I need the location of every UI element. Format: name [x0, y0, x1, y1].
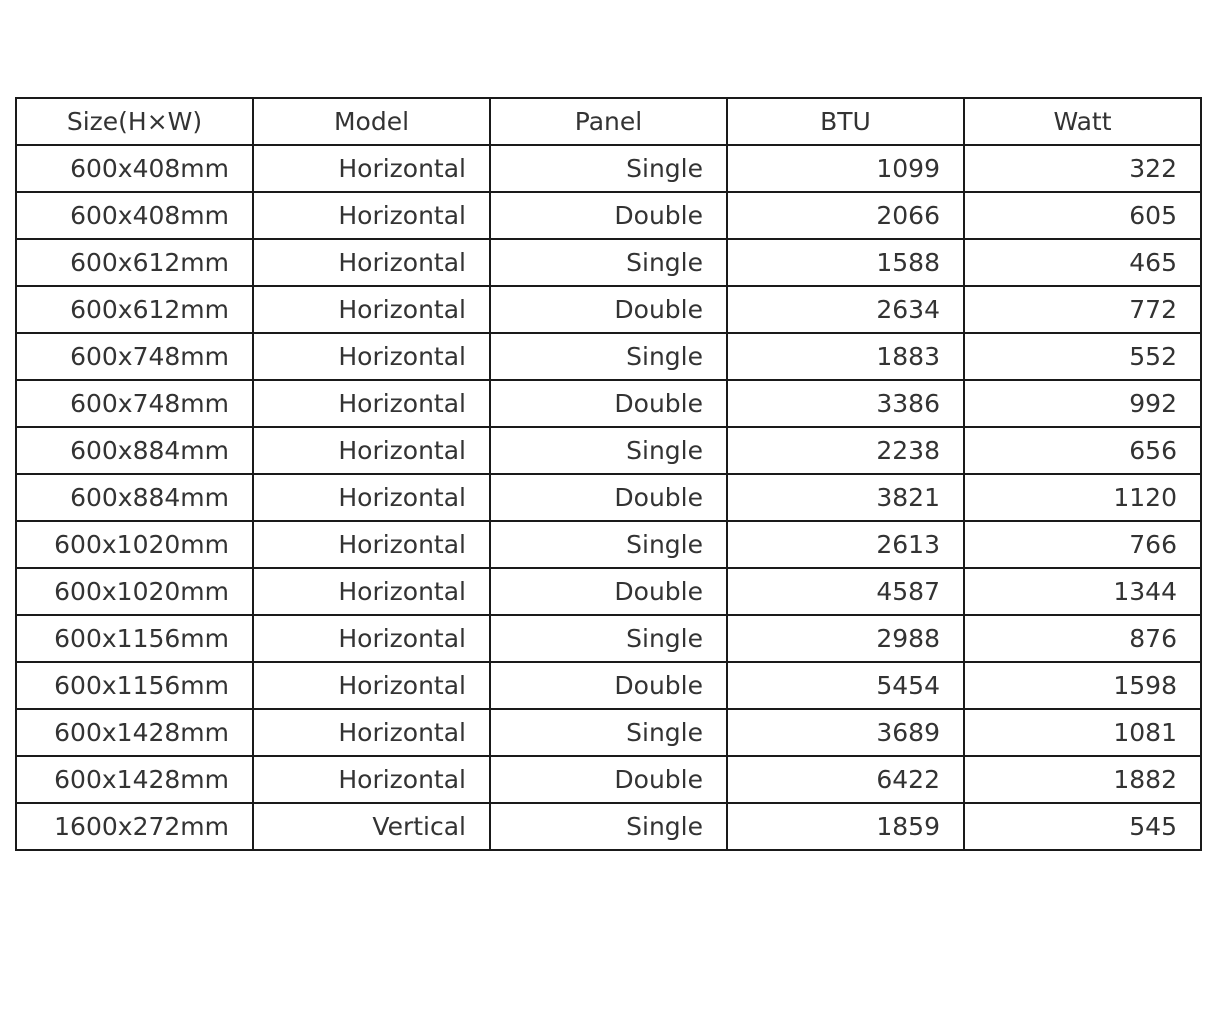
- header-panel: Panel: [490, 98, 727, 145]
- table-header: [16, 98, 1201, 145]
- cell-model: Horizontal: [253, 615, 490, 662]
- cell-size: 600x748mm: [16, 380, 253, 427]
- cell-panel: Single: [490, 521, 727, 568]
- cell-model: Horizontal: [253, 380, 490, 427]
- cell-size: 600x1428mm: [16, 709, 253, 756]
- table-row: [16, 756, 1201, 803]
- cell-btu: 1099: [727, 145, 964, 192]
- cell-model: Horizontal: [253, 333, 490, 380]
- cell-panel: Double: [490, 568, 727, 615]
- cell-watt: 545: [964, 803, 1201, 850]
- cell-watt: 1120: [964, 474, 1201, 521]
- table-row: [16, 333, 1201, 380]
- cell-btu: 2634: [727, 286, 964, 333]
- cell-panel: Single: [490, 145, 727, 192]
- cell-panel: Double: [490, 286, 727, 333]
- cell-watt: 605: [964, 192, 1201, 239]
- table-row: [16, 521, 1201, 568]
- cell-watt: 1344: [964, 568, 1201, 615]
- cell-size: 600x1020mm: [16, 521, 253, 568]
- cell-btu: 4587: [727, 568, 964, 615]
- cell-watt: 876: [964, 615, 1201, 662]
- cell-panel: Single: [490, 427, 727, 474]
- cell-model: Horizontal: [253, 427, 490, 474]
- cell-size: 600x1156mm: [16, 662, 253, 709]
- cell-panel: Single: [490, 615, 727, 662]
- cell-model: Horizontal: [253, 145, 490, 192]
- cell-watt: 656: [964, 427, 1201, 474]
- cell-model: Horizontal: [253, 474, 490, 521]
- cell-panel: Single: [490, 803, 727, 850]
- cell-size: 600x408mm: [16, 145, 253, 192]
- cell-size: 600x1156mm: [16, 615, 253, 662]
- header-watt: Watt: [964, 98, 1201, 145]
- table-row: [16, 615, 1201, 662]
- header-model: Model: [253, 98, 490, 145]
- cell-btu: 2066: [727, 192, 964, 239]
- table-row: [16, 192, 1201, 239]
- cell-size: 600x612mm: [16, 239, 253, 286]
- cell-btu: 1588: [727, 239, 964, 286]
- table-row: [16, 145, 1201, 192]
- cell-model: Horizontal: [253, 568, 490, 615]
- cell-watt: 772: [964, 286, 1201, 333]
- table-row: [16, 427, 1201, 474]
- cell-watt: 552: [964, 333, 1201, 380]
- cell-model: Horizontal: [253, 662, 490, 709]
- header-row: [16, 98, 1201, 145]
- cell-model: Horizontal: [253, 239, 490, 286]
- cell-model: Horizontal: [253, 192, 490, 239]
- table-row: [16, 662, 1201, 709]
- cell-btu: 5454: [727, 662, 964, 709]
- cell-panel: Single: [490, 239, 727, 286]
- cell-size: 600x884mm: [16, 474, 253, 521]
- cell-watt: 1882: [964, 756, 1201, 803]
- cell-panel: Double: [490, 192, 727, 239]
- table-row: [16, 709, 1201, 756]
- cell-btu: 2988: [727, 615, 964, 662]
- cell-size: 1600x272mm: [16, 803, 253, 850]
- cell-model: Horizontal: [253, 286, 490, 333]
- cell-size: 600x408mm: [16, 192, 253, 239]
- cell-size: 600x1020mm: [16, 568, 253, 615]
- cell-btu: 2238: [727, 427, 964, 474]
- cell-watt: 1081: [964, 709, 1201, 756]
- cell-model: Horizontal: [253, 756, 490, 803]
- cell-panel: Single: [490, 709, 727, 756]
- cell-btu: 1859: [727, 803, 964, 850]
- cell-watt: 766: [964, 521, 1201, 568]
- radiator-spec-table: [15, 97, 1202, 851]
- cell-size: 600x884mm: [16, 427, 253, 474]
- table-row: [16, 286, 1201, 333]
- table-row: [16, 474, 1201, 521]
- header-size: Size(H×W): [16, 98, 253, 145]
- cell-panel: Single: [490, 333, 727, 380]
- table-row: [16, 568, 1201, 615]
- cell-model: Horizontal: [253, 521, 490, 568]
- cell-btu: 2613: [727, 521, 964, 568]
- cell-size: 600x612mm: [16, 286, 253, 333]
- cell-watt: 465: [964, 239, 1201, 286]
- cell-watt: 1598: [964, 662, 1201, 709]
- table-body: [16, 145, 1201, 850]
- header-btu: BTU: [727, 98, 964, 145]
- cell-panel: Double: [490, 756, 727, 803]
- cell-panel: Double: [490, 474, 727, 521]
- table-row: [16, 380, 1201, 427]
- cell-btu: 3689: [727, 709, 964, 756]
- cell-model: Horizontal: [253, 709, 490, 756]
- cell-size: 600x748mm: [16, 333, 253, 380]
- cell-panel: Double: [490, 380, 727, 427]
- cell-model: Vertical: [253, 803, 490, 850]
- cell-btu: 3386: [727, 380, 964, 427]
- cell-size: 600x1428mm: [16, 756, 253, 803]
- table-row: [16, 803, 1201, 850]
- cell-watt: 322: [964, 145, 1201, 192]
- cell-btu: 3821: [727, 474, 964, 521]
- cell-watt: 992: [964, 380, 1201, 427]
- cell-panel: Double: [490, 662, 727, 709]
- cell-btu: 1883: [727, 333, 964, 380]
- cell-btu: 6422: [727, 756, 964, 803]
- table-row: [16, 239, 1201, 286]
